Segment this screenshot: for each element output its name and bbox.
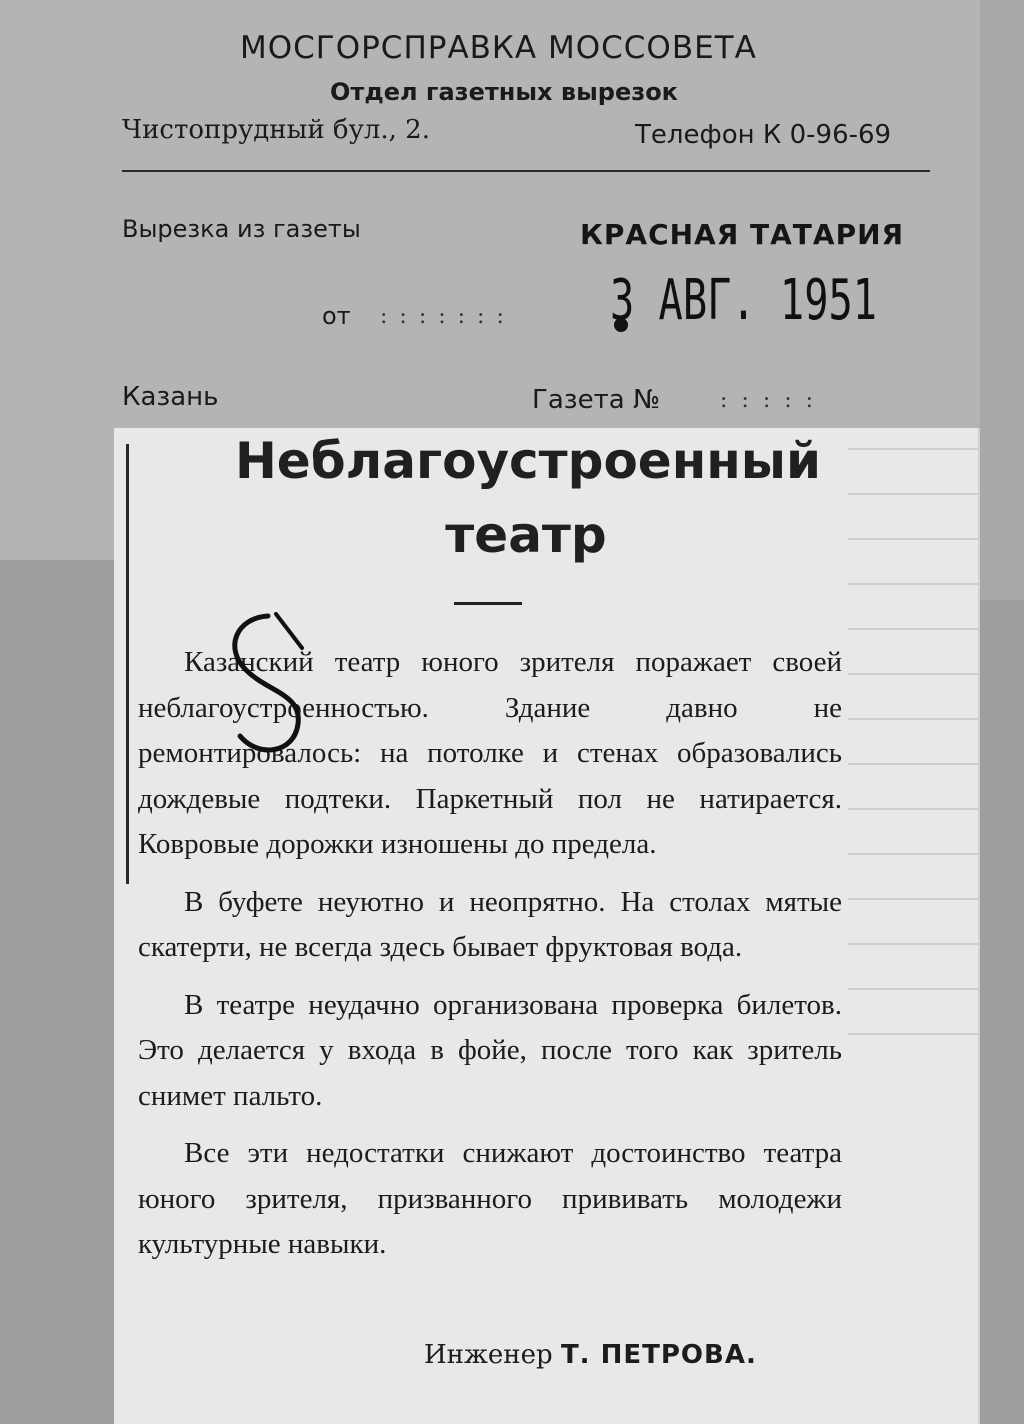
agency-name: МОСГОРСПРАВКА МОССОВЕТА bbox=[240, 30, 757, 66]
headline-dash bbox=[454, 602, 522, 605]
article-paragraph: В буфете неуютно и неопрятно. На столах мятые скатерти, не всегда здесь бывает фруктовая вода. bbox=[138, 885, 842, 963]
clipping-source-label: Вырезка из газеты bbox=[122, 215, 361, 243]
article-paragraph: Все эти недостатки снижают достоинство театра юного зрителя, призванного прививать молодежи культурные навыки. bbox=[138, 1137, 842, 1260]
article-headline-line1: Неблагоустроенный bbox=[234, 432, 822, 490]
date-label: от bbox=[322, 302, 351, 330]
article-paragraph: В театре неудачно организована проверка билетов. Это делается у входа в фойе, после того как зритель снимет пальто. bbox=[138, 988, 842, 1112]
signature-name: Т. ПЕТРОВА. bbox=[560, 1340, 757, 1370]
card-edge bbox=[980, 0, 1024, 600]
issue-number-label: Газета № bbox=[532, 385, 660, 415]
department-name: Отдел газетных вырезок bbox=[330, 78, 678, 106]
handwritten-mark-icon bbox=[206, 608, 326, 778]
article-headline-line2: театр bbox=[445, 506, 607, 564]
newspaper-name: КРАСНАЯ ТАТАРИЯ bbox=[580, 218, 905, 251]
issue-fill-dots: ::::: bbox=[720, 388, 828, 413]
city-label: Казань bbox=[122, 382, 219, 412]
header-divider bbox=[122, 170, 930, 172]
article-signature bbox=[424, 1340, 757, 1370]
date-fill-dots: ::::::: bbox=[380, 304, 516, 329]
agency-address: Чистопрудный бул., 2. bbox=[122, 115, 430, 145]
article-paragraph: Казанский театр юного зрителя поражает своей неблагоустроенностью. Здание давно не ремонтировалось: на потолке и стенах образовались дождевые подтеки. Паркетный пол не натирается. Ковровые дорожки изношены до предела. bbox=[138, 646, 842, 860]
agency-phone: Телефон К 0-96-69 bbox=[635, 120, 892, 150]
date-stamp: 3 АВГ. 1951 bbox=[610, 268, 878, 333]
signature-title: Инженер bbox=[424, 1340, 553, 1370]
newspaper-clipping bbox=[114, 428, 978, 1424]
